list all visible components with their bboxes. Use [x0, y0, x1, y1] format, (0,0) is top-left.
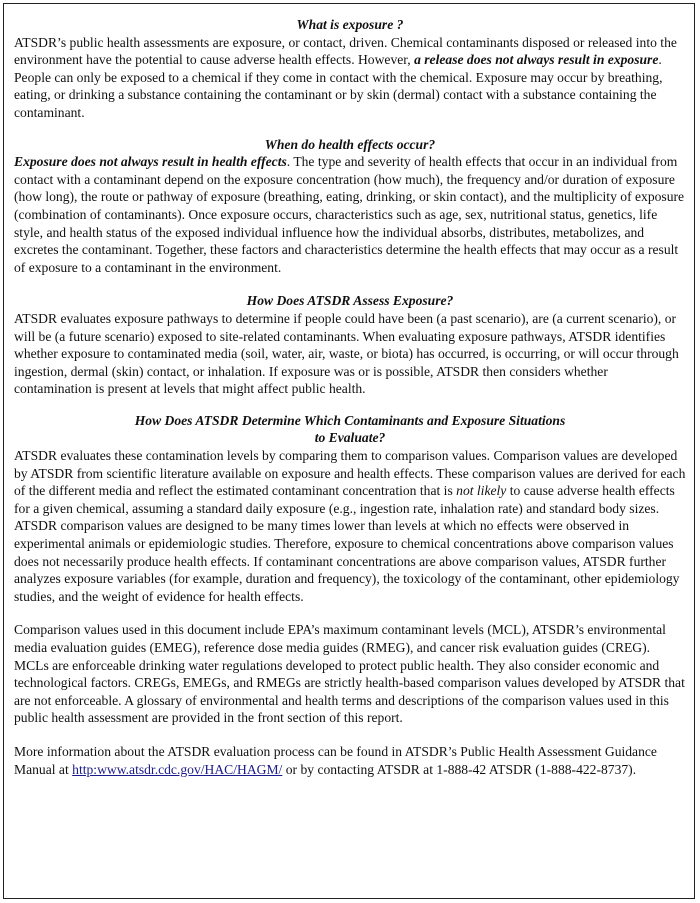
text: to cause adverse health effects for a given chemical, assuming a standard daily exposure (e.g., ingestion rate, inhalation rate) and standard body sizes. ATSDR comparison values are designed to be many times lower than levels at which no effects were observed in experimental animals or epidemiologic studies. Therefore, exposure to chemical concentrations above comparison values does not necessarily produce health effects. If contaminant concentrations are above comparison values, ATSDR further analyzes exposure variables (for example, duration and frequency), the toxicology of the contaminant, other epidemiology studies, and the weight of evidence for health effects. [14, 483, 680, 604]
text: ATSDR evaluates these contamination levels by comparing them to comparison values. Comparison values are developed by ATSDR from scientific literature available on exposure and health effects. These comparison values are derived for each of the different media and reflect the estimated contaminant concentration that is [14, 448, 686, 499]
text: ATSDR’s public health assessments are exposure, or contact, driven. Chemical contaminants disposed or released into the environment have the potential to cause adverse health effects. However, [14, 34, 677, 68]
emphasis-text: Exposure does not always result in health effects [14, 154, 287, 170]
heading-what-is-exposure: What is exposure ? [296, 17, 404, 32]
text: or by contacting ATSDR at 1-888-42 ATSDR (1-888-422-8737). [282, 761, 637, 777]
heading-assess-exposure: How Does ATSDR Assess Exposure? [246, 293, 454, 309]
paragraph-more-info [14, 743, 686, 778]
heading-determine-contaminants [14, 412, 686, 447]
heading-line: to Evaluate? [314, 430, 386, 446]
emphasis-text: not likely [456, 483, 507, 499]
paragraph-assess-exposure: ATSDR evaluates exposure pathways to determine if people could have been (a past scenario), are (a current scenario), or will be (a future scenario) exposed to site-related contaminants. When evaluating exposure pathways, ATSDR identifies whether exposure to contaminated media (soil, water, air, waste, or biota) has occurred, is occurring, or will occur through ingestion, dermal (skin) contact, or inhalation. If exposure was or is possible, ATSDR then considers whether contamination is present at levels that might affect public health. [14, 310, 679, 397]
emphasis-text: a release does not always result in exposure [414, 52, 659, 68]
text: . People can only be exposed to a chemical if they come in contact with the chemical. Exposure may occur by breathing, eating, or drinking a substance containing the contaminant or by skin (dermal) contact with a substance containing the contaminant. [14, 52, 663, 120]
hagm-link[interactable]: http:www.atsdr.cdc.gov/HAC/HAGM/ [72, 761, 283, 777]
paragraph-when-health-effects [14, 153, 686, 276]
text: . The type and severity of health effects that occur in an individual from contact with a contaminant depend on the exposure concentration (how much), the frequency and/or duration of exposure (how long), the route or pathway of exposure (breathing, eating, drinking, or skin contact), and the multiplicity of exposure (combination of contaminants). Once exposure occurs, characteristics such as age, sex, nutritional status, genetics, life style, and health status of the exposed individual influence how the individual absorbs, distributes, metabolizes, and excretes the contaminant. Together, these factors and characteristics determine the health effects that may occur as a result of exposure to a contaminant in the environment. [14, 154, 685, 275]
heading-line: How Does ATSDR Determine Which Contaminants and Exposure Situations [134, 412, 566, 428]
document-body [14, 16, 686, 778]
paragraph-what-is-exposure [14, 34, 686, 122]
heading-when-health-effects: When do health effects occur? [264, 136, 436, 152]
text: More information about the ATSDR evaluation process can be found in ATSDR’s Public Health Assessment Guidance Manual at [14, 743, 657, 777]
paragraph-comparison-values: Comparison values used in this document include EPA’s maximum contaminant levels (MCL), ATSDR’s environmental media evaluation guides (EMEG), reference dose media guides (RMEG), and cancer risk evaluation guides (CREG). MCLs are enforceable drinking water regulations developed to protect public health. They also consider economic and technological factors. CREGs, EMEGs, and RMEGs are strictly health-based comparison values developed by ATSDR that are not enforceable. A glossary of environmental and health terms and descriptions of the comparison values used in this public health assessment are provided in the front section of this report. [14, 622, 685, 726]
paragraph-determine-contaminants [14, 447, 686, 605]
